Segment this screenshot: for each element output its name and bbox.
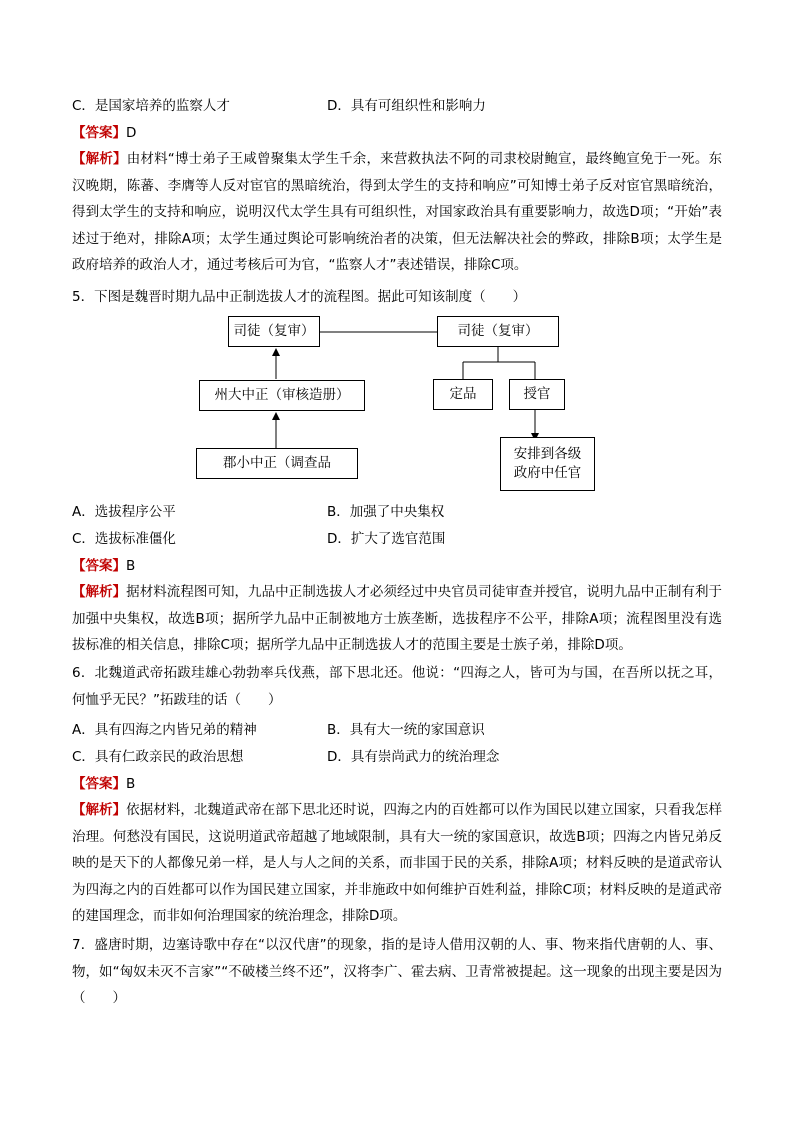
box-dingpin: 定品: [433, 379, 493, 410]
box-zhou-dazhongzheng: 州大中正（审核造册）: [199, 380, 365, 411]
q6-analysis-text: 依据材料，北魏道武帝在部下思北还时说，四海之内的百姓都可以作为国民以建立国家，只看我怎样治理。何愁没有国民，这说明道武帝超越了地域限制，具有大一统的家国意识，故选B项；四海之内皆兄弟反映的是天下的人都像兄弟一样，是人与人之间的关系，而非国于民的关系，排除A项；材料反映的是道武帝认为四海之内的百姓都可以作为国民建立国家，并非施政中如何维护百姓利益，排除C项；材料反映的是道武帝的建国理念，而非如何治理国家的统治理念，排除D项。: [72, 802, 723, 924]
q5-option-d: D．扩大了选官范围: [327, 531, 446, 547]
analysis-tag: 【解析】: [72, 584, 127, 600]
q6-answer: [72, 775, 135, 793]
q6-option-a: A．具有四海之内皆兄弟的精神: [72, 722, 257, 738]
q6-stem: 6．北魏道武帝拓跋珪雄心勃勃率兵伐燕，部下思北还。他说：“四海之人，皆可为与国，在吾所以抚之耳，何恤乎无民？”拓跋珪的话（ ）: [72, 665, 722, 708]
analysis-tag: 【解析】: [72, 151, 127, 167]
analysis-tag: 【解析】: [72, 802, 127, 818]
q5-option-a: A．选拔程序公平: [72, 504, 176, 520]
box-situ-left: 司徒（复审）: [228, 316, 320, 347]
q6-option-b: B．具有大一统的家国意识: [327, 722, 485, 738]
q6-option-c: C．具有仁政亲民的政治思想: [72, 749, 244, 765]
q4-analysis-text: 由材料“博士弟子王咸曾聚集太学生千余，来营救执法不阿的司隶校尉鲍宣，最终鲍宣免于一死。东汉晚期，陈蕃、李膺等人反对宦官的黑暗统治，得到太学生的支持和响应”可知博士弟子反对宦官黑暗统治，得到太学生的支持和响应，说明汉代太学生具有可组织性，对国家政治具有重要影响力，故选D项；“开始”表述过于绝对，排除A项；太学生通过舆论可影响统治者的决策，但无法解决社会的弊政，排除B项；太学生是政府培养的政治人才，通过考核后可为官，“监察人才”表述错误，排除C项。: [72, 151, 723, 273]
q5-option-c: C．选拔标准僵化: [72, 531, 176, 547]
box-anpai: 安排到各级政府中任官: [500, 437, 595, 491]
q5-option-b: B．加强了中央集权: [327, 504, 445, 520]
q5-analysis-text: 据材料流程图可知，九品中正制选拔人才必须经过中央官员司徒审查并授官，说明九品中正制有利于加强中央集权，故选B项；据所学九品中正制被地方士族垄断，选拔程序不公平，排除A项；流程图里没有选拔标准的相关信息，排除C项；据所学九品中正制选拔人才的范围主要是士族子弟，排除D项。: [72, 584, 723, 653]
q4-answer-value: D: [126, 125, 137, 141]
q5-answer-value: B: [126, 558, 136, 574]
box-shouguan: 授官: [509, 379, 565, 410]
answer-tag: 【答案】: [72, 776, 126, 792]
answer-tag: 【答案】: [72, 125, 126, 141]
q5-answer: [72, 557, 135, 575]
q7-stem: 7．盛唐时期，边塞诗歌中存在“以汉代唐”的现象，指的是诗人借用汉朝的人、事、物来指代唐朝的人、事、物，如“匈奴未灭不言家”“不破楼兰终不还”，汉将李广、霍去病、卫青常被提起。这一现象的出现主要是因为（ ）: [72, 937, 722, 1006]
q6-answer-value: B: [126, 776, 136, 792]
q6-option-d: D．具有崇尚武力的统治理念: [327, 749, 500, 765]
q6-analysis: [72, 797, 722, 930]
q4-option-d: D．具有可组织性和影响力: [327, 98, 486, 114]
box-situ-right: 司徒（复审）: [437, 316, 559, 347]
answer-tag: 【答案】: [72, 558, 126, 574]
box-jun-xiaozhongzheng: 郡小中正（调查品: [196, 448, 358, 479]
q5-analysis: [72, 579, 722, 659]
q5-stem: 5．下图是魏晋时期九品中正制选拔人才的流程图。据此可知该制度（ ）: [72, 289, 527, 305]
q4-option-c: C．是国家培养的监察人才: [72, 98, 230, 114]
